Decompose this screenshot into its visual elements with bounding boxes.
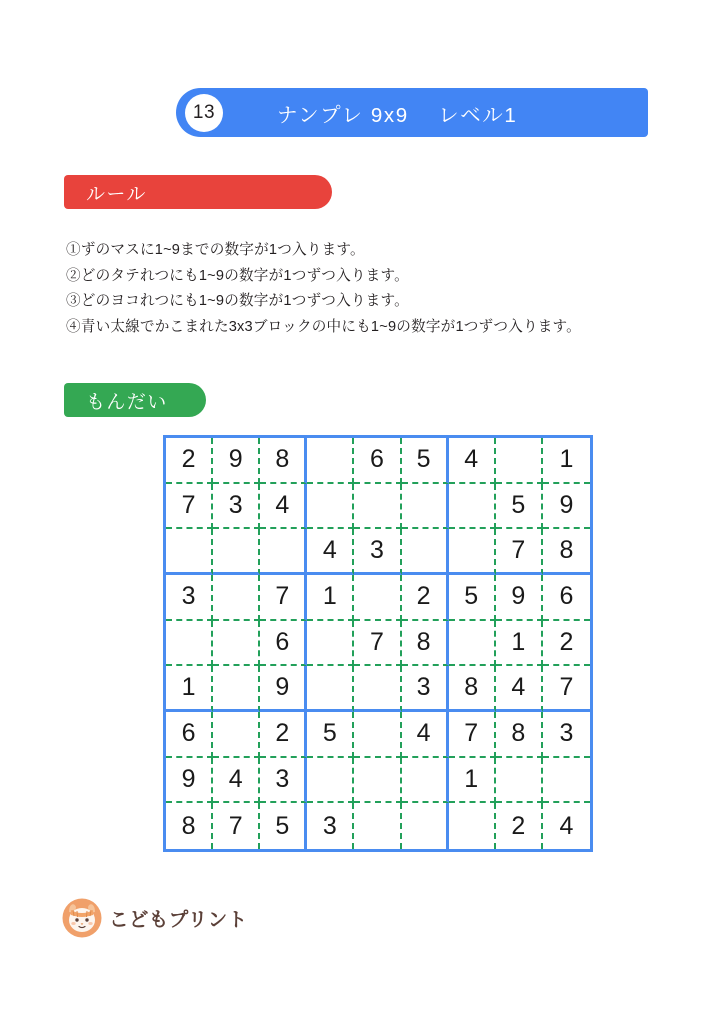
sudoku-cell-value: 7 xyxy=(181,490,196,519)
sudoku-cell-r6c3[interactable] xyxy=(260,666,307,712)
sudoku-cell-value: 5 xyxy=(464,582,479,611)
sudoku-cell-value: 1 xyxy=(181,673,196,702)
rules-banner-label: ルール xyxy=(86,183,147,205)
sudoku-cell-r1c2[interactable] xyxy=(213,438,260,484)
sudoku-cell-r2c6[interactable] xyxy=(402,484,449,530)
rules-list xyxy=(66,238,666,340)
sudoku-cell-r9c9[interactable] xyxy=(543,803,590,849)
sudoku-cell-r2c7[interactable] xyxy=(449,484,496,530)
sudoku-cell-r6c1[interactable] xyxy=(166,666,213,712)
sudoku-cell-r5c2[interactable] xyxy=(213,621,260,667)
sudoku-cell-r1c4[interactable] xyxy=(307,438,354,484)
sudoku-cell-value: 5 xyxy=(511,490,526,519)
sudoku-cell-value: 8 xyxy=(416,627,431,656)
sudoku-cell-value: 8 xyxy=(275,445,290,474)
sudoku-cell-value: 9 xyxy=(275,673,290,702)
sudoku-cell-r7c1[interactable] xyxy=(166,712,213,758)
sudoku-cell-r5c5[interactable] xyxy=(354,621,401,667)
sudoku-cell-r2c8[interactable] xyxy=(496,484,543,530)
sudoku-cell-r8c4[interactable] xyxy=(307,758,354,804)
sudoku-cell-r6c4[interactable] xyxy=(307,666,354,712)
sudoku-cell-r9c3[interactable] xyxy=(260,803,307,849)
sudoku-cell-r5c4[interactable] xyxy=(307,621,354,667)
sudoku-cell-r1c9[interactable] xyxy=(543,438,590,484)
sudoku-cell-r6c7[interactable] xyxy=(449,666,496,712)
sudoku-cell-r3c3[interactable] xyxy=(260,529,307,575)
brand-name: こどもプリント xyxy=(109,909,248,931)
sudoku-grid[interactable] xyxy=(163,435,593,852)
sudoku-cell-value: 4 xyxy=(275,490,290,519)
sudoku-cell-value: 9 xyxy=(559,490,574,519)
worksheet-title-bar xyxy=(176,88,648,137)
sudoku-cell-value: 2 xyxy=(181,445,196,474)
sudoku-cell-value: 8 xyxy=(511,719,526,748)
sudoku-cell-r2c9[interactable] xyxy=(543,484,590,530)
sudoku-cell-value: 7 xyxy=(511,536,526,565)
sudoku-cell-value: 6 xyxy=(275,627,290,656)
sudoku-cell-r9c6[interactable] xyxy=(402,803,449,849)
sudoku-cell-r8c1[interactable] xyxy=(166,758,213,804)
sudoku-cell-r5c3[interactable] xyxy=(260,621,307,667)
sudoku-cell-value: 6 xyxy=(181,719,196,748)
sudoku-cell-r1c5[interactable] xyxy=(354,438,401,484)
sudoku-cell-r4c1[interactable] xyxy=(166,575,213,621)
sudoku-cell-value: 7 xyxy=(275,582,290,611)
sudoku-cell-r3c5[interactable] xyxy=(354,529,401,575)
sudoku-cell-value: 1 xyxy=(511,627,526,656)
sudoku-cell-value: 6 xyxy=(559,582,574,611)
sudoku-cell-value: 3 xyxy=(370,536,384,565)
sudoku-cell-r9c2[interactable] xyxy=(213,803,260,849)
sudoku-cell-r9c1[interactable] xyxy=(166,803,213,849)
sudoku-cell-r1c8[interactable] xyxy=(496,438,543,484)
sudoku-cell-r3c6[interactable] xyxy=(402,529,449,575)
sudoku-cell-r6c6[interactable] xyxy=(402,666,449,712)
sudoku-cell-r4c9[interactable] xyxy=(543,575,590,621)
sudoku-cell-r4c4[interactable] xyxy=(307,575,354,621)
sudoku-cell-value: 2 xyxy=(511,811,526,840)
footer-brand-logo xyxy=(62,898,248,938)
sudoku-cell-r7c6[interactable] xyxy=(402,712,449,758)
problem-section-banner xyxy=(64,383,206,417)
sudoku-cell-r1c1[interactable] xyxy=(166,438,213,484)
sudoku-cell-r4c5[interactable] xyxy=(354,575,401,621)
sudoku-cell-r3c4[interactable] xyxy=(307,529,354,575)
sudoku-cell-r8c6[interactable] xyxy=(402,758,449,804)
sudoku-cell-r3c7[interactable] xyxy=(449,529,496,575)
sudoku-cell-value: 4 xyxy=(416,719,431,748)
sudoku-cell-r1c3[interactable] xyxy=(260,438,307,484)
sudoku-cell-value: 3 xyxy=(228,490,243,519)
sudoku-cell-value: 9 xyxy=(228,445,243,474)
sudoku-cell-value: 5 xyxy=(416,445,431,474)
sudoku-cell-r7c8[interactable] xyxy=(496,712,543,758)
sudoku-cell-value: 3 xyxy=(181,582,196,611)
sudoku-cell-r4c2[interactable] xyxy=(213,575,260,621)
sudoku-cell-r5c1[interactable] xyxy=(166,621,213,667)
sudoku-cell-r4c6[interactable] xyxy=(402,575,449,621)
worksheet-number-badge: 13 xyxy=(185,94,223,132)
sudoku-cell-value: 3 xyxy=(416,673,431,702)
sudoku-cell-r7c2[interactable] xyxy=(213,712,260,758)
sudoku-cell-value: 3 xyxy=(275,764,290,793)
sudoku-cell-value: 4 xyxy=(559,811,574,840)
sudoku-cell-r2c3[interactable] xyxy=(260,484,307,530)
sudoku-cell-value: 1 xyxy=(322,582,337,611)
sudoku-cell-value: 7 xyxy=(228,811,243,840)
sudoku-cell-r5c9[interactable] xyxy=(543,621,590,667)
rule-line-3: ③どのヨコれつにも1~9の数字が1つずつ入ります。 xyxy=(66,293,409,309)
page-title: ナンプレ 9x9 レベル1 xyxy=(277,103,518,127)
sudoku-cell-value: 8 xyxy=(559,536,574,565)
sudoku-cell-r7c7[interactable] xyxy=(449,712,496,758)
sudoku-cell-r5c6[interactable] xyxy=(402,621,449,667)
sudoku-cell-value: 3 xyxy=(322,811,337,840)
sudoku-cell-r3c1[interactable] xyxy=(166,529,213,575)
sudoku-cell-value: 1 xyxy=(464,764,479,793)
sudoku-cell-r4c8[interactable] xyxy=(496,575,543,621)
sudoku-cell-value: 2 xyxy=(275,719,290,748)
sudoku-cell-r7c3[interactable] xyxy=(260,712,307,758)
sudoku-cell-r6c8[interactable] xyxy=(496,666,543,712)
sudoku-cell-r8c7[interactable] xyxy=(449,758,496,804)
cat-face-icon xyxy=(62,898,102,938)
sudoku-cell-r6c9[interactable] xyxy=(543,666,590,712)
sudoku-cell-r3c2[interactable] xyxy=(213,529,260,575)
sudoku-cell-r9c8[interactable] xyxy=(496,803,543,849)
sudoku-cell-value: 7 xyxy=(559,673,574,702)
sudoku-cell-value: 8 xyxy=(181,811,196,840)
sudoku-cell-value: 9 xyxy=(511,582,526,611)
sudoku-cell-r9c4[interactable] xyxy=(307,803,354,849)
sudoku-cell-r3c8[interactable] xyxy=(496,529,543,575)
sudoku-cell-r8c2[interactable] xyxy=(213,758,260,804)
rule-line-4: ④青い太線でかこまれた3x3ブロックの中にも1~9の数字が1つずつ入ります。 xyxy=(66,318,581,335)
rule-line-1: ①ずのマスに1~9までの数字が1つ入ります。 xyxy=(66,242,365,258)
sudoku-cell-value: 2 xyxy=(559,627,574,656)
sudoku-cell-value: 7 xyxy=(370,627,384,656)
sudoku-cell-r6c5[interactable] xyxy=(354,666,401,712)
sudoku-cell-r2c1[interactable] xyxy=(166,484,213,530)
sudoku-cell-r1c7[interactable] xyxy=(449,438,496,484)
sudoku-cell-r9c5[interactable] xyxy=(354,803,401,849)
sudoku-cell-r4c3[interactable] xyxy=(260,575,307,621)
sudoku-cell-value: 4 xyxy=(228,764,243,793)
sudoku-cell-r5c8[interactable] xyxy=(496,621,543,667)
sudoku-cell-r2c2[interactable] xyxy=(213,484,260,530)
sudoku-cell-r2c4[interactable] xyxy=(307,484,354,530)
sudoku-cell-value: 8 xyxy=(464,673,479,702)
sudoku-cell-r8c5[interactable] xyxy=(354,758,401,804)
sudoku-cell-value: 9 xyxy=(181,764,196,793)
sudoku-cell-r8c8[interactable] xyxy=(496,758,543,804)
rules-section-banner xyxy=(64,175,332,209)
sudoku-cell-value: 7 xyxy=(464,719,479,748)
sudoku-cell-value: 4 xyxy=(464,445,479,474)
sudoku-cell-r3c9[interactable] xyxy=(543,529,590,575)
sudoku-cell-value: 2 xyxy=(416,582,431,611)
rule-line-2: ②どのタテれつにも1~9の数字が1つずつ入ります。 xyxy=(66,267,409,284)
sudoku-cell-value: 5 xyxy=(322,719,337,748)
sudoku-cell-value: 5 xyxy=(275,811,290,840)
sudoku-cell-r2c5[interactable] xyxy=(354,484,401,530)
sudoku-cell-value: 1 xyxy=(559,445,574,474)
sudoku-cell-r7c4[interactable] xyxy=(307,712,354,758)
sudoku-cell-value: 4 xyxy=(322,536,337,565)
sudoku-cell-value: 3 xyxy=(559,719,574,748)
sudoku-cell-r8c9[interactable] xyxy=(543,758,590,804)
problem-banner-label: もんだい xyxy=(86,391,168,413)
sudoku-cell-r6c2[interactable] xyxy=(213,666,260,712)
sudoku-cell-r4c7[interactable] xyxy=(449,575,496,621)
sudoku-cell-r8c3[interactable] xyxy=(260,758,307,804)
sudoku-cell-r1c6[interactable] xyxy=(402,438,449,484)
sudoku-cell-r7c5[interactable] xyxy=(354,712,401,758)
sudoku-cell-r7c9[interactable] xyxy=(543,712,590,758)
sudoku-cell-value: 6 xyxy=(370,445,384,474)
sudoku-cell-r9c7[interactable] xyxy=(449,803,496,849)
sudoku-cell-value: 4 xyxy=(511,673,526,702)
sudoku-cell-r5c7[interactable] xyxy=(449,621,496,667)
